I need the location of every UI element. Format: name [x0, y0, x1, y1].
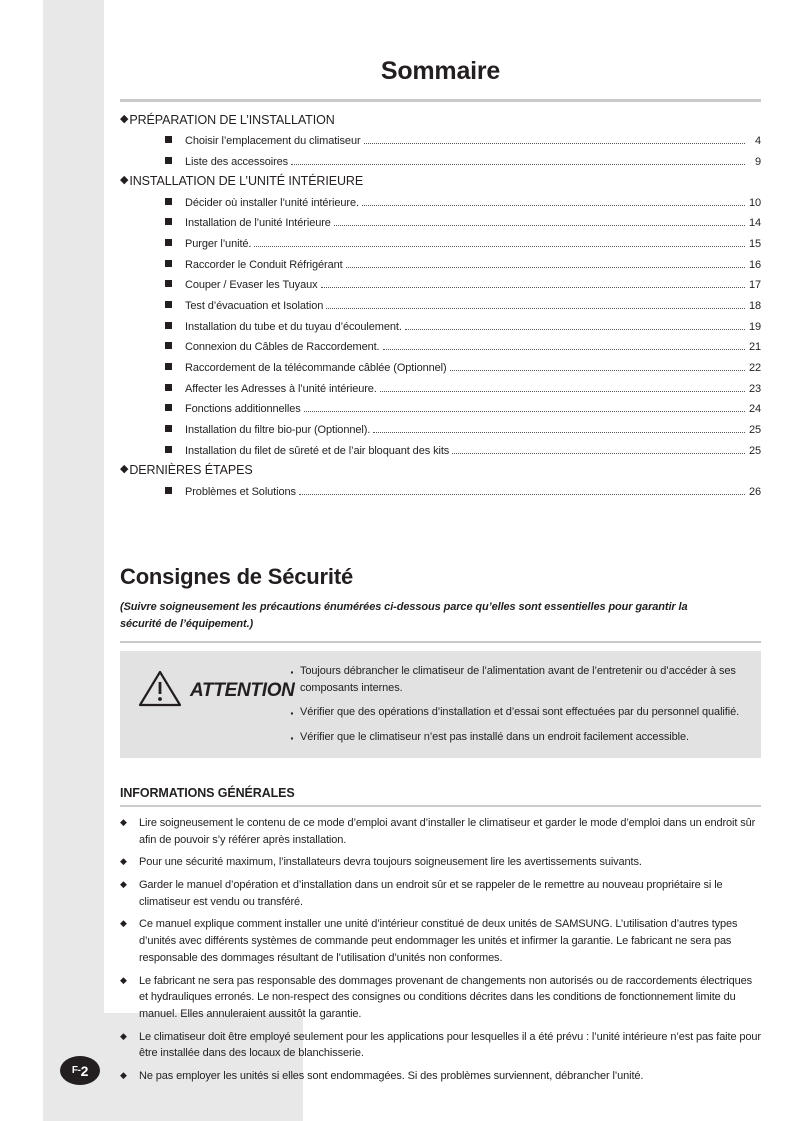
square-bullet-icon: [165, 280, 172, 287]
table-of-contents: [120, 111, 761, 503]
toc-entry[interactable]: [120, 213, 761, 234]
attention-label: ATTENTION: [190, 680, 295, 702]
toc-entry-label: Raccorder le Conduit Réfrigérant: [185, 258, 343, 271]
toc-entry[interactable]: [120, 420, 761, 441]
dot-leader: [383, 349, 745, 350]
toc-entry-page: 18: [748, 299, 761, 312]
attention-item: · Vérifier que des opérations d’installation et d’essai sont effectuées par du personnel qualifié.: [289, 704, 747, 721]
toc-entry[interactable]: [120, 317, 761, 338]
toc-entry[interactable]: [120, 152, 761, 173]
page-number-badge: [60, 1056, 100, 1085]
attention-item: · Toujours débrancher le climatiseur de l’alimentation avant de l’entretenir ou d’accéder à ses composants internes.: [289, 663, 747, 696]
dot-leader: [452, 453, 745, 454]
safety-divider: [120, 641, 761, 643]
general-info-divider: [120, 805, 761, 807]
toc-entry-label: Liste des accessoires: [185, 155, 289, 168]
toc-entry-label: Installation de l’unité Intérieure: [185, 217, 331, 230]
toc-entry[interactable]: [120, 193, 761, 214]
general-info-item: ◆ Ce manuel explique comment installer une unité d’intérieur constitué de deux unités de SAMSUNG. L’utilisation d’autres types d’unités avec différents systèmes de commande peut endommager les unités et infirmer la garantie. Le fabricant ne sera pas responsable des dommages résultant de l’utilisation d’unités non conformes.: [120, 916, 761, 966]
toc-entry-page: 26: [748, 485, 761, 498]
toc-entry[interactable]: [120, 482, 761, 503]
square-bullet-icon: [165, 404, 172, 411]
toc-entry-page: 15: [748, 237, 761, 250]
dot-leader: [321, 287, 745, 288]
toc-entry-page: 10: [748, 196, 761, 209]
toc-entry-page: 25: [748, 423, 761, 436]
toc-entry-label: Problèmes et Solutions: [185, 485, 296, 498]
page-title: Sommaire: [380, 57, 501, 85]
dot-leader: [304, 411, 745, 412]
dot-leader: [405, 329, 745, 330]
toc-entry[interactable]: [120, 441, 761, 462]
square-bullet-icon: [165, 218, 172, 225]
dot-leader: [254, 246, 745, 247]
toc-entry[interactable]: [120, 131, 761, 152]
dot-leader: [326, 308, 745, 309]
general-info-item: ◆ Le fabricant ne sera pas responsable des dommages provenant de changements non autorisés ou de raccordements électriques et hydrauliques erronés. Le non-respect des consignes ou conditions décrites dans les conditions de fonctionnement limite du manuel. Elles annuleraient aussitôt la garantie.: [120, 973, 761, 1023]
left-margin-band: [43, 0, 104, 1013]
page-number-value: 2: [80, 1062, 89, 1079]
toc-entry-page: 16: [748, 258, 761, 271]
general-info-section: [120, 786, 761, 1085]
toc-entry-page: 17: [748, 279, 761, 292]
toc-group-heading: [120, 111, 761, 130]
toc-entry-page: 25: [748, 444, 761, 457]
general-info-item: ◆ Garder le manuel d’opération et d’installation dans un endroit sûr et se rappeler de le remettre au nouveau propriétaire si le climatiseur est vendu ou transféré.: [120, 877, 761, 910]
dot-leader: [346, 267, 745, 268]
toc-entry-label: Test d’évacuation et Isolation: [185, 299, 324, 312]
toc-entry-page: 9: [754, 155, 761, 168]
toc-group-heading-label: INSTALLATION DE L’UNITÉ INTÉRIEURE: [129, 174, 364, 189]
square-bullet-icon: [165, 301, 172, 308]
square-bullet-icon: [165, 322, 172, 329]
toc-entry-page: 23: [748, 382, 761, 395]
toc-entry-label: Connexion du Câbles de Raccordement.: [185, 341, 380, 354]
attention-label-group: [126, 663, 295, 713]
toc-entry-label: Choisir l’emplacement du climatiseur: [185, 134, 361, 147]
square-bullet-icon: [165, 239, 172, 246]
dot-leader: [299, 494, 745, 495]
general-info-heading: INFORMATIONS GÉNÉRALES: [120, 786, 295, 801]
dot-leader: [373, 432, 745, 433]
toc-entry-page: 21: [748, 341, 761, 354]
toc-entry[interactable]: [120, 296, 761, 317]
toc-group-heading: [120, 172, 761, 191]
dot-leader: [450, 370, 745, 371]
attention-item-list: [289, 663, 747, 745]
dot-leader: [364, 143, 745, 144]
diamond-icon: ◆: [120, 174, 129, 187]
safety-heading: Consignes de Sécurité: [120, 564, 353, 590]
safety-section: [120, 564, 761, 758]
content-column: [120, 0, 761, 1091]
toc-entry-label: Fonctions additionnelles: [185, 403, 301, 416]
general-info-item: ◆ Le climatiseur doit être employé seulement pour les applications pour lesquelles il a été prévu : l’unité intérieure n’est pas faite pour être installée dans des locaux de blanchisserie.: [120, 1029, 761, 1062]
toc-entry-label: Couper / Evaser les Tuyaux: [185, 279, 318, 292]
square-bullet-icon: [165, 260, 172, 267]
square-bullet-icon: [165, 136, 172, 143]
general-info-list: [120, 815, 761, 1085]
dot-leader: [291, 164, 745, 165]
toc-entry-label: Installation du filtre bio-pur (Optionnel).: [185, 423, 371, 436]
square-bullet-icon: [165, 487, 172, 494]
toc-entry[interactable]: [120, 379, 761, 400]
toc-entry-page: 19: [748, 320, 761, 333]
diamond-icon: ◆: [120, 463, 129, 476]
toc-entry-label: Installation du filet de sûreté et de l’air bloquant des kits: [185, 444, 450, 457]
warning-triangle-icon: [138, 669, 182, 713]
toc-entry[interactable]: [120, 275, 761, 296]
dot-leader: [380, 391, 745, 392]
title-divider: [120, 99, 761, 102]
toc-entry[interactable]: [120, 358, 761, 379]
toc-entry[interactable]: [120, 399, 761, 420]
square-bullet-icon: [165, 425, 172, 432]
square-bullet-icon: [165, 363, 172, 370]
toc-entry-page: 14: [748, 217, 761, 230]
diamond-icon: ◆: [120, 112, 129, 125]
dot-leader: [362, 205, 745, 206]
general-info-item: ◆ Pour une sécurité maximum, l’installateurs devra toujours soigneusement lire les avertissements suivants.: [120, 854, 761, 871]
toc-entry-label: Raccordement de la télécommande câblée (Optionnel): [185, 361, 447, 374]
toc-entry[interactable]: [120, 234, 761, 255]
toc-entry-page: 24: [748, 403, 761, 416]
safety-subtitle: (Suivre soigneusement les précautions énumérées ci-dessous parce qu’elles sont essentielles pour garantir la sécurité de l’équipement.): [120, 600, 688, 631]
square-bullet-icon: [165, 157, 172, 164]
general-info-item: ◆ Lire soigneusement le contenu de ce mode d’emploi avant d’installer le climatiseur et garder le mode d’emploi dans un endroit sûr afin de pouvoir s’y référer après installation.: [120, 815, 761, 848]
square-bullet-icon: [165, 446, 172, 453]
toc-group-heading-label: DERNIÈRES ÉTAPES: [129, 463, 253, 478]
toc-entry-page: 4: [754, 134, 761, 147]
toc-entry-label: Purger l’unité.: [185, 237, 252, 250]
toc-entry-label: Décider où installer l’unité intérieure.: [185, 196, 359, 209]
square-bullet-icon: [165, 198, 172, 205]
toc-group-heading-label: PRÉPARATION DE L’INSTALLATION: [129, 112, 335, 127]
attention-item: · Vérifier que le climatiseur n’est pas installé dans un endroit facilement accessible.: [289, 729, 747, 746]
toc-entry[interactable]: [120, 255, 761, 276]
toc-entry-label: Affecter les Adresses à l’unité intérieure.: [185, 382, 377, 395]
toc-entry-page: 22: [748, 361, 761, 374]
general-info-item: ◆ Ne pas employer les unités si elles sont endommagées. Si des problèmes surviennent, débrancher l’unité.: [120, 1068, 761, 1085]
page-number-prefix: F-: [71, 1065, 81, 1076]
toc-group-heading: [120, 461, 761, 480]
toc-entry-label: Installation du tube et du tuyau d’écoulement.: [185, 320, 402, 333]
square-bullet-icon: [165, 384, 172, 391]
dot-leader: [334, 225, 745, 226]
attention-callout: [120, 651, 761, 758]
square-bullet-icon: [165, 342, 172, 349]
toc-entry[interactable]: [120, 337, 761, 358]
